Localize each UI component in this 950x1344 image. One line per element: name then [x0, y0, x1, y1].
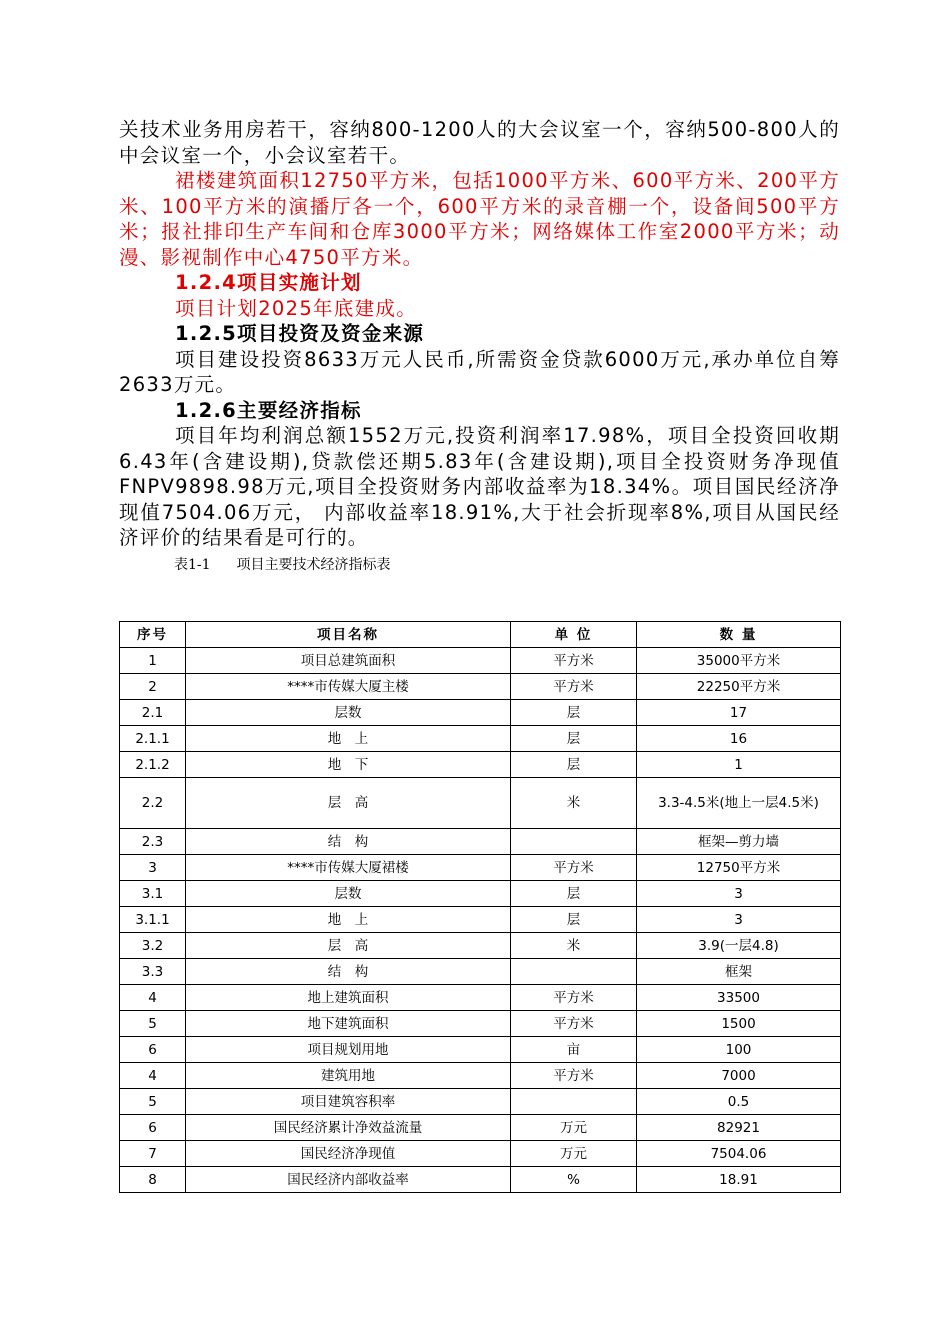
cell-item-name: 地 上 [186, 907, 511, 933]
table-row [120, 1063, 841, 1089]
cell-index: 5 [120, 1011, 186, 1037]
cell-unit: 平方米 [511, 1063, 637, 1089]
cell-item-name: 层 高 [186, 933, 511, 959]
cell-unit: 平方米 [511, 855, 637, 881]
cell-item-name: 国民经济内部收益率 [186, 1167, 511, 1193]
cell-quantity: 0.5 [637, 1089, 841, 1115]
cell-unit: 层 [511, 881, 637, 907]
cell-quantity: 7000 [637, 1063, 841, 1089]
table-row [120, 648, 841, 674]
header-unit: 单 位 [511, 622, 637, 648]
heading-economic-indicators: 1.2.6主要经济指标 [175, 398, 362, 422]
table-row [120, 1037, 841, 1063]
cell-unit [511, 1089, 637, 1115]
table-caption-title: 项目主要技术经济指标表 [236, 556, 391, 573]
cell-index: 3 [120, 855, 186, 881]
cell-item-name: 项目建筑容积率 [186, 1089, 511, 1115]
cell-unit: 平方米 [511, 674, 637, 700]
cell-item-name: 地下建筑面积 [186, 1011, 511, 1037]
cell-index: 2.1 [120, 700, 186, 726]
cell-item-name: 项目规划用地 [186, 1037, 511, 1063]
cell-quantity: 框架—剪力墙 [637, 829, 841, 855]
cell-quantity: 17 [637, 700, 841, 726]
cell-quantity: 33500 [637, 985, 841, 1011]
header-item-name: 项目名称 [186, 622, 511, 648]
cell-unit [511, 829, 637, 855]
paragraph-investment: 项目建设投资8633万元人民币,所需资金贷款6000万元,承办单位自筹2633万元。 [119, 347, 840, 396]
table-caption-number: 表1-1 [174, 556, 211, 573]
table-row [120, 1115, 841, 1141]
cell-item-name: 国民经济净现值 [186, 1141, 511, 1167]
cell-quantity: 16 [637, 726, 841, 752]
cell-index: 2.1.2 [120, 752, 186, 778]
cell-quantity: 3.3-4.5米(地上一层4.5米) [637, 778, 841, 829]
cell-index: 2.3 [120, 829, 186, 855]
cell-index: 4 [120, 985, 186, 1011]
cell-quantity: 18.91 [637, 1167, 841, 1193]
table-row [120, 726, 841, 752]
table-row [120, 700, 841, 726]
cell-quantity: 1 [637, 752, 841, 778]
paragraph-podium-area: 裙楼建筑面积12750平方米，包括1000平方米、600平方米、200平方米、100平方米的演播厅各一个，600平方米的录音棚一个，设备间500平方米；报社排印生产车间和仓库3000平方米；网络媒体工作室2000平方米；动漫、影视制作中心4750平方米。 [119, 169, 840, 269]
table-row [120, 674, 841, 700]
cell-unit: 万元 [511, 1115, 637, 1141]
cell-index: 3.1 [120, 881, 186, 907]
cell-unit: 平方米 [511, 985, 637, 1011]
table-row [120, 752, 841, 778]
cell-unit: 平方米 [511, 1011, 637, 1037]
cell-index: 6 [120, 1115, 186, 1141]
cell-index: 3.1.1 [120, 907, 186, 933]
cell-quantity: 3.9(一层4.8) [637, 933, 841, 959]
cell-item-name: 层 高 [186, 778, 511, 829]
table-row [120, 907, 841, 933]
cell-unit: 万元 [511, 1141, 637, 1167]
cell-unit: 层 [511, 907, 637, 933]
document-body [119, 117, 840, 575]
cell-item-name: 地 上 [186, 726, 511, 752]
cell-item-name: 国民经济累计净效益流量 [186, 1115, 511, 1141]
table-row [120, 959, 841, 985]
cell-index: 2.2 [120, 778, 186, 829]
table-row [120, 829, 841, 855]
cell-item-name: 层数 [186, 881, 511, 907]
table-row [120, 1141, 841, 1167]
cell-index: 6 [120, 1037, 186, 1063]
cell-unit: 亩 [511, 1037, 637, 1063]
heading-investment: 1.2.5项目投资及资金来源 [175, 322, 425, 345]
cell-item-name: 建筑用地 [186, 1063, 511, 1089]
cell-unit: 层 [511, 752, 637, 778]
cell-index: 1 [120, 648, 186, 674]
table-row [120, 881, 841, 907]
cell-unit [511, 959, 637, 985]
cell-item-name: 地 下 [186, 752, 511, 778]
cell-quantity: 1500 [637, 1011, 841, 1037]
cell-index: 4 [120, 1063, 186, 1089]
cell-unit: 米 [511, 933, 637, 959]
cell-quantity: 100 [637, 1037, 841, 1063]
header-index: 序号 [120, 622, 186, 648]
header-quantity: 数 量 [637, 622, 841, 648]
cell-quantity: 82921 [637, 1115, 841, 1141]
table-row [120, 1167, 841, 1193]
cell-unit: % [511, 1167, 637, 1193]
cell-unit: 米 [511, 778, 637, 829]
cell-index: 2.1.1 [120, 726, 186, 752]
paragraph-meeting-rooms: 关技术业务用房若干，容纳800-1200人的大会议室一个，容纳500-800人的中会议室一个，小会议室若干。 [119, 118, 840, 167]
cell-item-name: 结 构 [186, 959, 511, 985]
cell-index: 7 [120, 1141, 186, 1167]
cell-quantity: 3 [637, 881, 841, 907]
table-row [120, 855, 841, 881]
table-row [120, 985, 841, 1011]
cell-unit: 层 [511, 726, 637, 752]
cell-unit: 平方米 [511, 648, 637, 674]
cell-item-name: 地上建筑面积 [186, 985, 511, 1011]
cell-index: 3.2 [120, 933, 186, 959]
cell-quantity: 35000平方米 [637, 648, 841, 674]
table-body [120, 648, 841, 1193]
table-row [120, 1011, 841, 1037]
cell-quantity: 框架 [637, 959, 841, 985]
table-caption [119, 555, 840, 575]
cell-index: 8 [120, 1167, 186, 1193]
cell-index: 5 [120, 1089, 186, 1115]
table-row [120, 778, 841, 829]
cell-quantity: 7504.06 [637, 1141, 841, 1167]
cell-unit: 层 [511, 700, 637, 726]
paragraph-economic-indicators: 项目年均利润总额1552万元,投资利润率17.98%，项目全投资回收期6.43年(含建设期),贷款偿还期5.83年(含建设期),项目全投资财务净现值FNPV9898.98万元,项目全投资财务内部收益率为18.34%。项目国民经济净现值7504.06万元， 内部收益率18.91%,大于社会折现率8%,项目从国民经济评价的结果看是可行的。 [119, 424, 840, 549]
cell-item-name: ****市传媒大厦裙楼 [186, 855, 511, 881]
table-header-row [120, 622, 841, 648]
cell-item-name: 层数 [186, 700, 511, 726]
heading-implementation-plan: 1.2.4项目实施计划 [175, 271, 362, 294]
cell-quantity: 3 [637, 907, 841, 933]
cell-quantity: 22250平方米 [637, 674, 841, 700]
cell-quantity: 12750平方米 [637, 855, 841, 881]
cell-item-name: ****市传媒大厦主楼 [186, 674, 511, 700]
cell-item-name: 结 构 [186, 829, 511, 855]
cell-item-name: 项目总建筑面积 [186, 648, 511, 674]
cell-index: 2 [120, 674, 186, 700]
indicator-table [119, 621, 841, 1193]
table-row [120, 1089, 841, 1115]
paragraph-completion-date: 项目计划2025年底建成。 [175, 296, 418, 320]
cell-index: 3.3 [120, 959, 186, 985]
table-row [120, 933, 841, 959]
